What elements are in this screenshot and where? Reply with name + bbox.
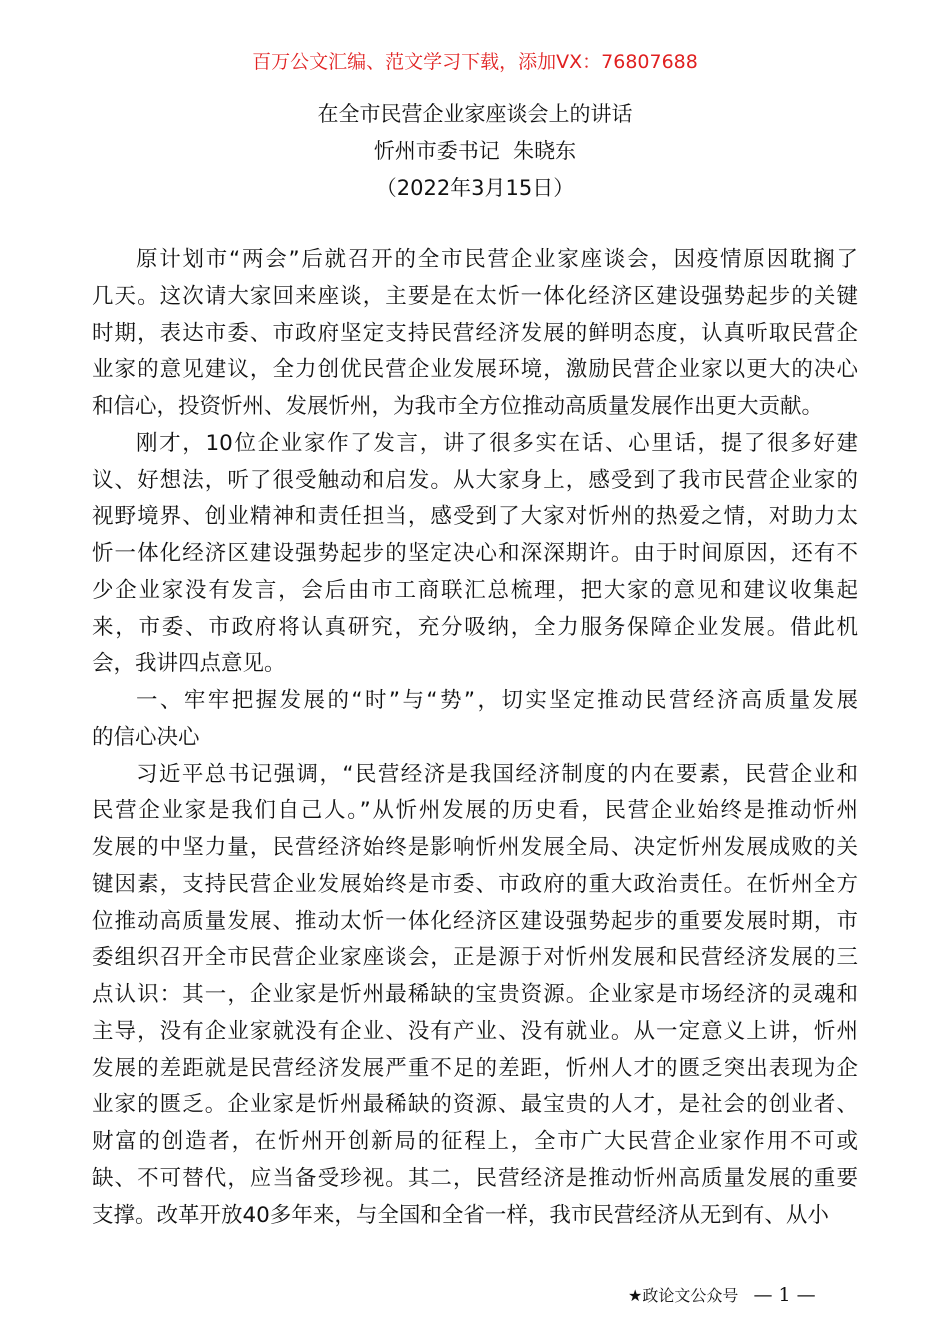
text-line: 缺、不可替代，应当备受珍视。其二，民营经济是推动忻州高质量发展的重要 [92, 1165, 858, 1191]
text-line: 发展的差距就是民营经济发展严重不足的差距，忻州人才的匮乏突出表现为企 [92, 1055, 858, 1081]
text-line: 和信心，投资忻州、发展忻州，为我市全方位推动高质量发展作出更大贡献。 [92, 394, 824, 419]
text-line: 委组织召开全市民营企业家座谈会，正是源于对忻州发展和民营经济发展的三 [92, 945, 858, 971]
text-line: 刚才，10位企业家作了发言，讲了很多实在话、心里话，提了很多好建 [136, 430, 858, 456]
text-line: 忻一体化经济区建设强势起步的坚定决心和深深期许。由于时间原因，还有不 [92, 541, 858, 566]
watermark-banner: 百万公文汇编、范文学习下载，添加VX：76807688 [252, 51, 698, 73]
text-line: 业家的匮乏。企业家是忻州最稀缺的资源、最宝贵的人才，是社会的创业者、 [92, 1092, 858, 1118]
page-number: — 1 — [753, 1284, 816, 1306]
text-line: 时期，表达市委、市政府坚定支持民营经济发展的鲜明态度，认真听取民营企 [92, 320, 858, 346]
text-line: 会，我讲四点意见。 [92, 651, 286, 677]
document-title: 在全市民营企业家座谈会上的讲话 [317, 102, 633, 126]
text-line: 点认识：其一，企业家是忻州最稀缺的宝贵资源。企业家是市场经济的灵魂和 [92, 982, 858, 1007]
text-line: 习近平总书记强调，“民营经济是我国经济制度的内在要素，民营企业和 [136, 761, 858, 787]
document-date: （2022年3月15日） [375, 176, 575, 200]
text-line: 来，市委、市政府将认真研究，充分吸纳，全力服务保障企业发展。借此机 [92, 614, 858, 640]
text-line: 视野境界、创业精神和责任担当，感受到了大家对忻州的热爱之情，对助力太 [92, 504, 858, 530]
document-body [92, 242, 858, 1234]
text-line: 位推动高质量发展、推动太忻一体化经济区建设强势起步的重要发展时期，市 [92, 908, 858, 934]
text-line: 民营企业家是我们自己人。”从忻州发展的历史看，民营企业始终是推动忻州 [92, 798, 858, 824]
page-footer [628, 1283, 816, 1306]
text-line: 财富的创造者，在忻州开创新局的征程上，全市广大民营企业家作用不可或 [92, 1129, 858, 1154]
text-line: 键因素，支持民营企业发展始终是市委、市政府的重大政治责任。在忻州全方 [92, 871, 858, 897]
text-line: 主导，没有企业家就没有企业、没有产业、没有就业。从一定意义上讲，忻州 [92, 1018, 858, 1044]
document-author: 忻州市委书记 朱晓东 [373, 139, 577, 163]
text-line: 业家的意见建议，全力创优民营企业发展环境，激励民营企业家以更大的决心 [92, 357, 858, 383]
footer-source: ★政论文公众号 [628, 1286, 739, 1305]
text-line: 的信心决心 [92, 724, 200, 750]
text-line: 一、牢牢把握发展的“时”与“势”，切实坚定推动民营经济高质量发展 [136, 688, 858, 713]
text-line: 原计划市“两会”后就召开的全市民营企业家座谈会，因疫情原因耽搁了 [136, 247, 858, 272]
text-line: 几天。这次请大家回来座谈，主要是在太忻一体化经济区建设强势起步的关键 [92, 283, 858, 309]
text-line: 议、好想法，听了很受触动和启发。从大家身上，感受到了我市民营企业家的 [92, 467, 858, 493]
text-line: 发展的中坚力量，民营经济始终是影响忻州发展全局、决定忻州发展成败的关 [92, 835, 858, 860]
text-line: 支撑。改革开放40多年来，与全国和全省一样，我市民营经济从无到有、从小 [92, 1202, 829, 1228]
text-line: 少企业家没有发言，会后由市工商联汇总梳理，把大家的意见和建议收集起 [92, 577, 858, 603]
